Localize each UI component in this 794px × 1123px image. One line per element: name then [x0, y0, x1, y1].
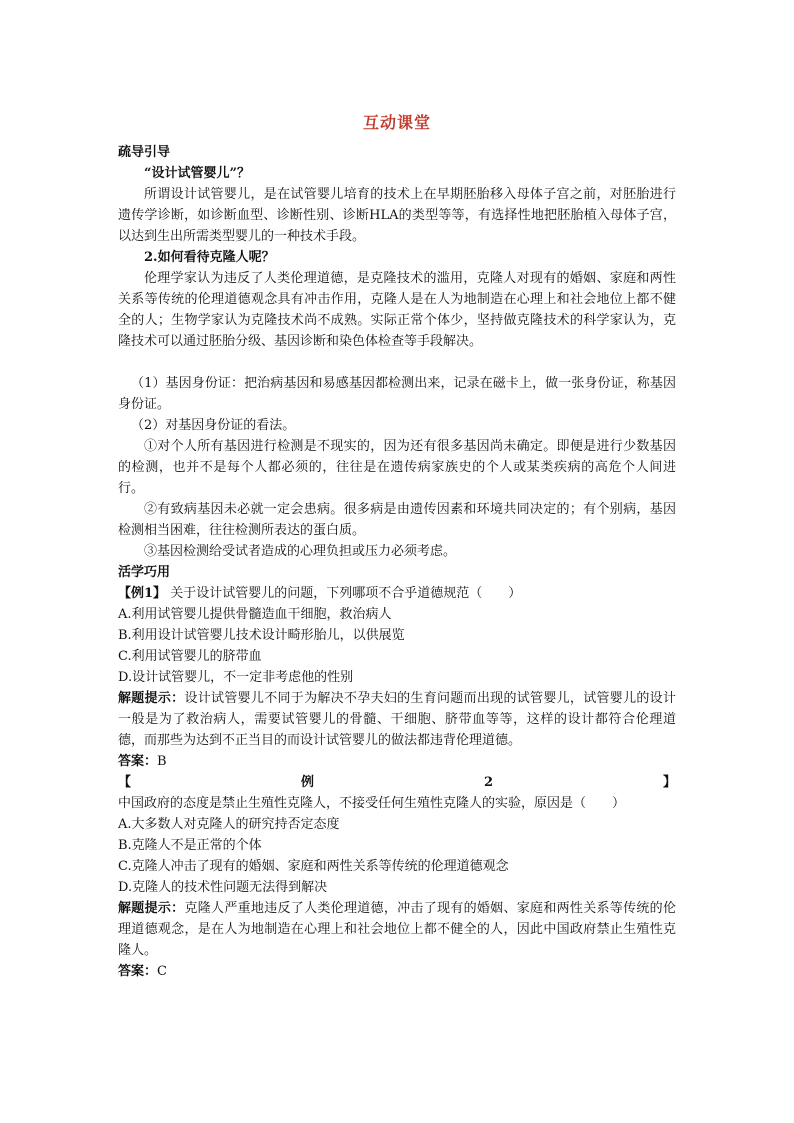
example-2-option-d: D.克隆人的技术性问题无法得到解决 [118, 880, 328, 895]
example-1-hint [118, 688, 676, 751]
section-heading-practice: 活学巧用 [118, 565, 171, 580]
paragraph-5: ①对个人所有基因进行检测是不现实的，因为还有很多基因尚未确定。即便是进行少数基因的检测，也并不是每个人都必须的，往往是在遗传病家族史的个人或某类疾病的高危个人间进行。 [118, 439, 676, 496]
example-1-stem [118, 583, 676, 604]
example-1-answer-label: 答案： [118, 754, 158, 769]
example-2-question: 中国政府的态度是禁止生殖性克隆人，不接受任何生殖性克隆人的实验，原因是（ ） [118, 796, 626, 811]
example-1-option-c: C.利用试管婴儿的脐带血 [118, 649, 262, 664]
paragraph-7: ③基因检测给受试者造成的心理负担或压力必须考虑。 [144, 544, 457, 559]
example-1-question: 关于设计试管婴儿的问题，下列哪项不合乎道德规范（ ） [170, 586, 522, 601]
example-2-label-word: 例 [300, 775, 314, 790]
page-title: 互动课堂 [362, 113, 431, 132]
example-2-label-row [118, 772, 676, 793]
example-2-label-number: 2 [483, 775, 494, 790]
example-2-bracket-open: 【 [118, 775, 132, 790]
example-1-answer-value: B [157, 754, 167, 769]
paragraph-4: （2）对基因身份证的看法。 [131, 418, 296, 433]
question-1: “设计试管婴儿”？ [144, 166, 250, 181]
example-2-option-a: A.大多数人对克隆人的研究持否定态度 [118, 817, 340, 832]
example-1-answer [118, 751, 676, 772]
blank-line [118, 352, 676, 373]
example-2-answer [118, 961, 676, 982]
example-2-hint [118, 898, 676, 961]
example-1-hint-label: 解题提示： [118, 691, 185, 706]
section-heading-guidance: 疏导引导 [118, 145, 171, 160]
paragraph-6: ②有致病基因未必就一定会患病。很多病是由遗传因素和环境共同决定的；有个别病，基因检测相当困难，往往检测所表达的蛋白质。 [118, 502, 676, 538]
document-page [118, 108, 676, 982]
example-1-option-a: A.利用试管婴儿提供骨髓造血干细胞，救治病人 [118, 607, 392, 622]
example-1-option-b: B.利用设计试管婴儿技术设计畸形胎儿，以供展览 [118, 628, 405, 643]
paragraph-2: 伦理学家认为违反了人类伦理道德，是克隆技术的滥用，克隆人对现有的婚姻、家庭和两性关系等传统的伦理道德观念具有冲击作用，克隆人是在人为地制造在心理上和社会地位上都不健全的人；生物学家认为克隆技术尚不成熟。实际正常个体少，坚持做克隆技术的科学家认为，克隆技术可以通过胚胎分级、基因诊断和染色体检查等手段解决。 [118, 271, 676, 349]
example-2-answer-value: C [157, 964, 167, 979]
paragraph-1: 所谓设计试管婴儿，是在试管婴儿培育的技术上在早期胚胎移入母体子宫之前，对胚胎进行遗传学诊断，如诊断血型、诊断性别、诊断HLA的类型等等，有选择性地把胚胎植入母体子宫，以达到生出所需类型婴儿的一种技术手段。 [118, 187, 676, 244]
question-2: 2.如何看待克隆人呢？ [144, 250, 275, 265]
paragraph-3: （1）基因身份证：把治病基因和易感基因都检测出来，记录在磁卡上，做一张身份证，称基因身份证。 [118, 376, 676, 412]
example-2-hint-label: 解题提示： [118, 901, 185, 916]
example-2-hint-text: 克隆人严重地违反了人类伦理道德，冲击了现有的婚姻、家庭和两性关系等传统的伦理道德观念，是在人为地制造在心理上和社会地位上都不健全的人，因此中国政府禁止生殖性克隆人。 [118, 901, 676, 958]
example-1-option-d: D.设计试管婴儿，不一定非考虑他的性别 [118, 670, 354, 685]
example-2-option-c: C.克隆人冲击了现有的婚姻、家庭和两性关系等传统的伦理道德观念 [118, 859, 509, 874]
example-2-bracket-close: 】 [662, 775, 676, 790]
example-2-answer-label: 答案： [118, 964, 158, 979]
example-1-hint-text: 设计试管婴儿不同于为解决不孕夫妇的生育问题而出现的试管婴儿，试管婴儿的设计一般是为了救治病人，需要试管婴儿的骨髓、干细胞、脐带血等等，这样的设计都符合伦理道德，而那些为达到不正当目的而设计试管婴儿的做法都违背伦理道德。 [118, 691, 676, 748]
example-1-label: 【例1】 [118, 586, 167, 601]
example-2-option-b: B.克隆人不是正常的个体 [118, 838, 262, 853]
